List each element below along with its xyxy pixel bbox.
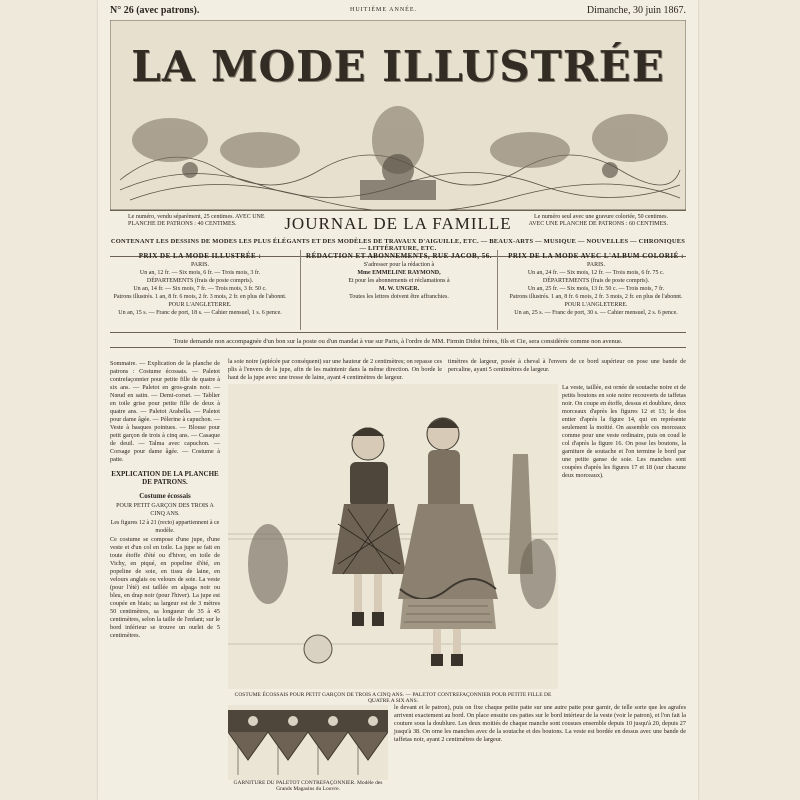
price-line: DÉPARTEMENTS (frais de poste compris).: [146, 278, 254, 284]
issue-number: N° 26 (avec patrons).: [110, 5, 200, 16]
price-line: Mme EMMELINE RAYMOND,: [357, 270, 441, 276]
masthead: [110, 20, 686, 211]
price-line: Toutes les lettres doivent être affranchies.: [349, 294, 449, 300]
newspaper-page: [98, 0, 698, 800]
contents-line: CONTENANT LES DESSINS DE MODES LES PLUS ÉLÉGANTS ET DES MODÈLES DE TRAVAUX D'AIGUILLE, ETC. — BEAUX-ARTS — MUSIQUE — NOUVELLES — CHRONIQUES — LITTÉRATURE, ETC.: [110, 238, 686, 257]
bottom-right-text: le devant et le patron), puis on fixe chaque petite patte sur une autre patte pour garnir, de telle sorte que les agrafes arrivent exactement au bord. On place ensuite ces pattes sur le bord intérieur de la veste (voir le patron), et l'on fait la couture sous la doublure. Les deux moitiés de chaque manche sont cousues ensemble depuis 10 jusqu'à 20, depuis 27 jusqu'à 38. On orne les manches avec de la soutache et des boutons. La veste est bordée en dessus avec une bande de taffetas noir, ayant 2 centimètres de largeur.: [394, 704, 686, 743]
costume-heading: Costume écossais: [139, 492, 191, 500]
price-column-1: [110, 250, 290, 330]
right-narrow-column: La veste, taillée, est ornée de soutache noire et de petits boutons en soie noire recouverts de taffetas noir. On coupe en étoffe, dessus et doublure, deux morceaux d'après les figures 12 et 13; le dos entier d'après la figure 14, qui en représente seulement la moitié. On assemble ces morceaux comme pour une veste ordinaire, puis on coud le col d'après la figure 16. On pose les boutons, la garniture de soutache et l'on termine le bord par une petite ganse de soie. Les manches sont coupées d'après les figures 17 et 18 (sur chacune deux morceaux).: [562, 384, 686, 479]
price-line: Un an, 15 s. — Franc de port, 18 s. — Cahier mensuel, 1 s. 6 pence.: [118, 310, 282, 316]
issue-date: Dimanche, 30 juin 1867.: [586, 5, 686, 16]
price-line: Et pour les abonnements et réclamations à: [348, 278, 450, 284]
price-column-3: [506, 250, 686, 330]
middle-text: la soie noire (apiécée par conséquent) sur une hauteur de 2 centimètres; on repasse ces plis à l'envers de la jupe, afin de les maintenir dans la même direction. On borde le haut de la jupe avec une tresse de laine, ayant 4 centimètres de largeur.: [228, 358, 442, 381]
plate-caption: COSTUME ÉCOSSAIS POUR PETIT GARÇON DE TROIS A CINQ ANS. — PALETOT CONTREFAÇONNIER POUR PETITE FILLE DE QUATRE A SIX ANS.: [234, 692, 552, 704]
price-line: PARIS.: [587, 262, 605, 268]
left-column: [110, 360, 220, 640]
costume-description: Ce costume se compose d'une jupe, d'une veste et d'un col en toile. La jupe se fait en toute étoffe d'été ou d'hiver, en toile de Vichy, en piqué, en popeline d'été, en popeline de soie, en tissu de laine, en velours anglais ou velours de soie. La veste (pour l'été) est taillée en alpaga noir ou bleu, en drap noir (pour l'hiver). La jupe est coupée en biais; sa largeur est de 3 mètres 50 centimètres, sa longueur de 35 à 45 centimètres, selon la taille de l'enfant; sur le bord inférieur se trouve un ourlet de 5 centimètres.: [110, 536, 220, 639]
price-line: Un an, 25 fr. — Six mois, 13 fr. 50 c. — Trois mois, 7 fr.: [527, 286, 665, 292]
right-price-note: Le numéro seul avec une gravure coloriée, 50 centimes. AVEC UNE PLANCHE DE PATRONS : 60 CENTIMES.: [528, 214, 668, 227]
year-label: HUITIÈME ANNÉE.: [350, 7, 417, 13]
price-line: PARIS.: [191, 262, 209, 268]
journal-subtitle: JOURNAL DE LA FAMILLE: [284, 214, 512, 233]
price-column-3-title: PRIX DE LA MODE AVEC L'ALBUM COLORIÉ :: [508, 252, 684, 260]
price-line: DÉPARTEMENTS (frais de poste compris).: [542, 278, 650, 284]
masthead-title: LA MODE ILLUSTRÉE: [131, 42, 665, 91]
price-line: Un an, 12 fr. — Six mois, 6 fr. — Trois mois, 3 fr.: [139, 270, 261, 276]
price-column-2: [300, 250, 498, 330]
price-line: Un an, 24 fr. — Six mois, 12 fr. — Trois mois, 6 fr. 75 c.: [527, 270, 665, 276]
price-column-1-title: PRIX DE LA MODE ILLUSTRÉE :: [138, 252, 262, 260]
fashion-plate-illustration: [228, 384, 558, 689]
price-column-2-title: RÉDACTION ET ABONNEMENTS, RUE JACOB, 56.: [306, 252, 492, 260]
price-line: S'adresser pour la rédaction à: [363, 262, 435, 268]
top-line: [110, 5, 686, 21]
right-text: timètres de largeur, posée à cheval à l'envers de ce bord supérieur on pose une bande de percaline, ayant 5 centimètres de largeur.: [448, 358, 686, 373]
summary-text: Sommaire. — Explication de la planche de patrons : Costume écossais. — Paletot contrefaçonnier pour petite fille de quatre à six ans. — Paletot en gros-grain noir. — Nœud en satin. — Demi-corset. — Tablier en toile grise pour petite fille de deux à quatre ans. — Paletot Arabella. — Paletot pour dame âgée. — Pèlerine à capuchon. — Veste à basques pointues. — Blouse pour petit garçon de trois à cinq ans. — Casaque de deuil. — Talma avec capuchon. — Corsage pour dame âgée. — Costume à patte.: [110, 360, 220, 463]
lace-trim-illustration: [228, 705, 388, 780]
price-line: POUR L'ANGLETERRE.: [168, 302, 232, 308]
price-line: Patrons illustrés. 1 an, 8 fr. 6 mois, 2 fr. 3 mois, 2 fr. en plus de l'abonnt.: [509, 294, 683, 300]
price-line: Patrons illustrés. 1 an, 8 fr. 6 mois, 2 fr. 3 mois, 2 fr. en plus de l'abonnt.: [113, 294, 287, 300]
price-line: Un an, 25 s. — Franc de port, 30 s. — Cahier mensuel, 2 s. 6 pence.: [514, 310, 678, 316]
price-line: Un an, 14 fr. — Six mois, 7 fr. — Trois mois, 3 fr. 50 c.: [133, 286, 267, 292]
section-heading: EXPLICATION DE LA PLANCHE DE PATRONS.: [111, 470, 219, 486]
prices-block: [110, 250, 686, 333]
costume-subtitle: POUR PETIT GARÇON DES TROIS A CINQ ANS.: [116, 503, 214, 517]
price-line: POUR L'ANGLETERRE.: [564, 302, 628, 308]
price-line: M. W. UNGER.: [378, 286, 420, 292]
left-price-note: Le numéro, vendu séparément, 25 centimes. AVEC UNE PLANCHE DE PATRONS : 40 CENTIMES.: [128, 214, 265, 227]
lace-caption: GARNITURE DU PALETOT CONTREFAÇONNIER. Modèle des Grands Magasins du Louvre.: [233, 780, 383, 792]
figures-note: Les figures 12 à 21 (recto) appartiennent à ce modèle.: [110, 520, 220, 534]
payment-notice: Toute demande non accompagnée d'un bon sur la poste ou d'un mandat à vue sur Paris, à l'ordre de MM. Firmin Didot frères, fils et Cie, sera considérée comme non avenue.: [110, 338, 686, 348]
